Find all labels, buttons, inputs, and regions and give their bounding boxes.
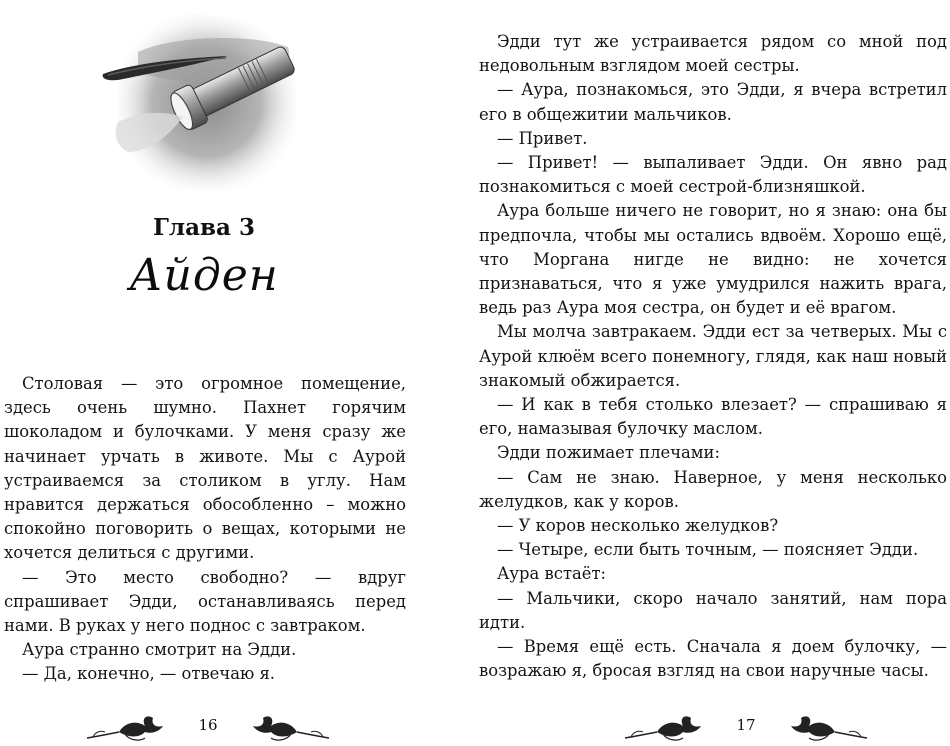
paragraph: — Аура, познакомься, это Эдди, я вчера встретил его в общежитии мальчиков.: [479, 80, 947, 124]
paragraph: Мы молча завтракаем. Эдди ест за четверых. Мы с Аурой клюём всего понемногу, глядя, как наш новый знакомый обжирается.: [479, 322, 947, 390]
paragraph: — И как в тебя столько влезает? — спрашиваю я его, намазывая булочку маслом.: [479, 395, 947, 439]
right-page-text: [479, 30, 947, 683]
paragraph: — Время ещё есть. Сначала я доем булочку, — возражаю я, бросая взгляд на свои наручные часы.: [479, 637, 947, 681]
paragraph: — Четыре, если быть точным, — поясняет Эдди.: [497, 540, 919, 560]
leaf-ornament-icon: [247, 712, 331, 744]
chapter-number: Глава 3: [153, 214, 255, 241]
paragraph: Аура странно смотрит на Эдди.: [22, 640, 297, 660]
page-footer: [85, 712, 331, 746]
paragraph: Столовая — это огромное помещение, здесь очень шумно. Пахнет горячим шоколадом и булочками. У меня сразу же начинает урчать в животе. Мы с Аурой устраиваемся за столиком в углу. Нам нравится держаться обособленно – можно спокойно поговорить о вещах, которыми не хочется делиться с другими.: [4, 374, 406, 563]
paragraph: — У коров несколько желудков?: [497, 516, 779, 536]
paragraph: — Да, конечно, — отвечаю я.: [22, 664, 276, 684]
page-number: 16: [198, 716, 218, 734]
paragraph: — Сам не знаю. Наверное, у меня несколько желудков, как у коров.: [479, 467, 947, 511]
paragraph: — Привет.: [497, 128, 588, 148]
chapter-title: Айден: [129, 250, 279, 301]
paragraph: Эдди пожимает плечами:: [497, 443, 720, 463]
flashlight-illustration-icon: [98, 2, 308, 197]
paragraph: Аура больше ничего не говорит, но я знаю: она бы предпочла, чтобы мы остались вдвоём. Хорошо ещё, что Морганa нигде не видно: не хочется признаваться, что я уже умудрился нажить врага, ведь раз Аура моя сестра, он будет и её врагом.: [479, 201, 947, 318]
paragraph: Аура встаёт:: [497, 564, 607, 584]
left-page: [0, 0, 475, 744]
leaf-ornament-icon: [785, 712, 869, 744]
page-number: 17: [736, 716, 756, 734]
paragraph: — Привет! — выпаливает Эдди. Он явно рад познакомиться с моей сестрой-близняшкой.: [479, 153, 947, 197]
left-page-text: [4, 372, 406, 687]
paragraph: Эдди тут же устраивается рядом со мной под недовольным взглядом моей сестры.: [479, 32, 947, 76]
right-page: [475, 0, 950, 744]
paragraph: — Это место свободно? — вдруг спрашивает Эдди, останавливаясь перед нами. В руках у него поднос с завтраком.: [4, 567, 406, 636]
paragraph: — Мальчики, скоро начало занятий, нам пора идти.: [479, 588, 947, 632]
page-footer: [623, 712, 869, 746]
